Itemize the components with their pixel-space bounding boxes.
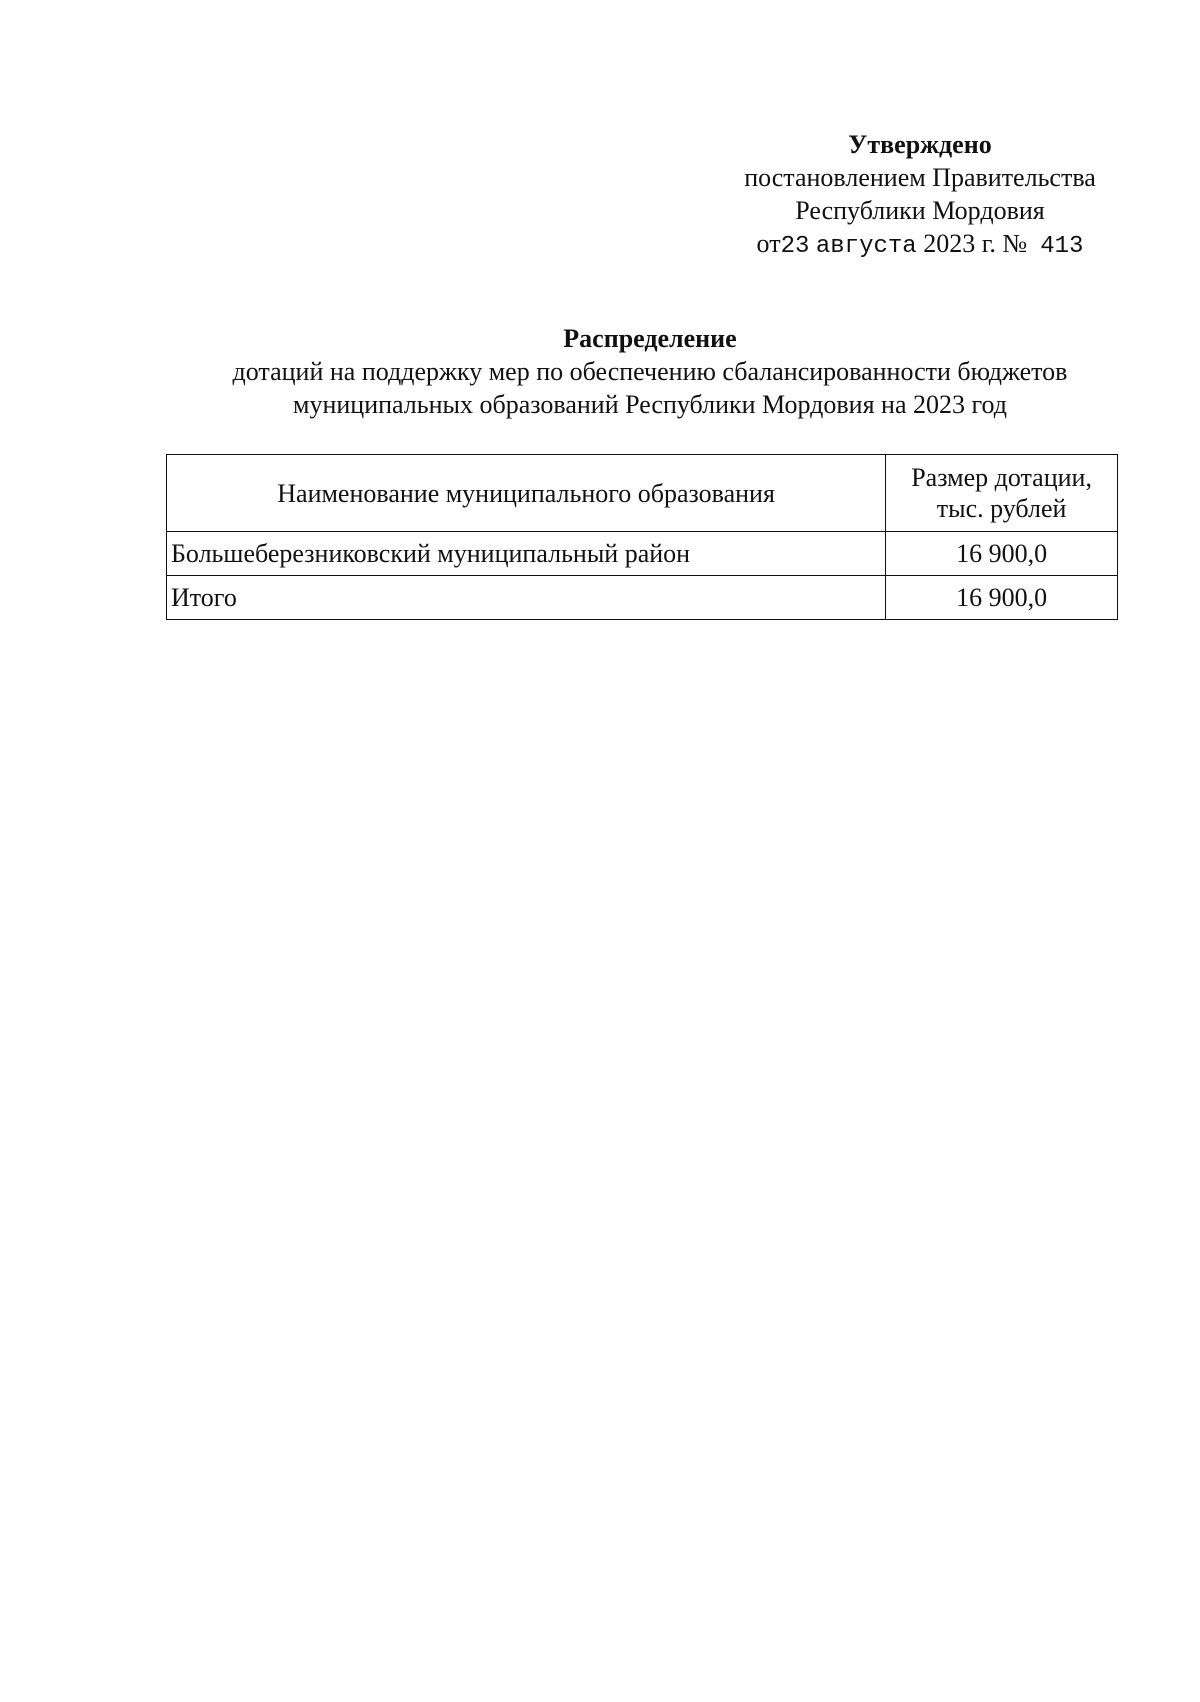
table-header-row	[167, 455, 1118, 532]
date-prefix: от	[756, 229, 781, 258]
total-label-cell: Итого	[167, 576, 886, 620]
table-row	[167, 532, 1118, 576]
subsidy-amount-cell: 16 900,0	[886, 532, 1118, 576]
header-amount-line-1: Размер дотации,	[911, 463, 1092, 492]
approval-block	[720, 128, 1120, 263]
approval-heading: Утверждено	[848, 130, 992, 159]
total-amount-cell: 16 900,0	[886, 576, 1118, 620]
date-month: августа	[815, 233, 917, 260]
distribution-table	[166, 454, 1118, 620]
document-subtitle-line-2: муниципальных образований Республики Мордовия на 2023 год	[293, 390, 1007, 419]
document-title: Распределение	[563, 324, 737, 353]
approval-line-1: постановлением Правительства	[744, 163, 1096, 192]
header-amount-line-2: тыс. рублей	[936, 494, 1067, 523]
document-subtitle-line-1: дотаций на поддержку мер по обеспечению сбалансированности бюджетов	[232, 357, 1068, 386]
date-day: 23	[780, 233, 810, 260]
table-total-row	[167, 576, 1118, 620]
approval-date-line	[720, 227, 1120, 263]
approval-line-2: Республики Мордовия	[795, 196, 1045, 225]
title-block	[100, 322, 1200, 421]
date-year: 2023 г. №	[923, 229, 1028, 258]
municipality-name-cell: Большеберезниковский муниципальный район	[167, 532, 886, 576]
decree-number: 413	[1040, 233, 1084, 260]
header-municipality-name: Наименование муниципального образования	[167, 455, 886, 532]
header-subsidy-amount	[886, 455, 1118, 532]
